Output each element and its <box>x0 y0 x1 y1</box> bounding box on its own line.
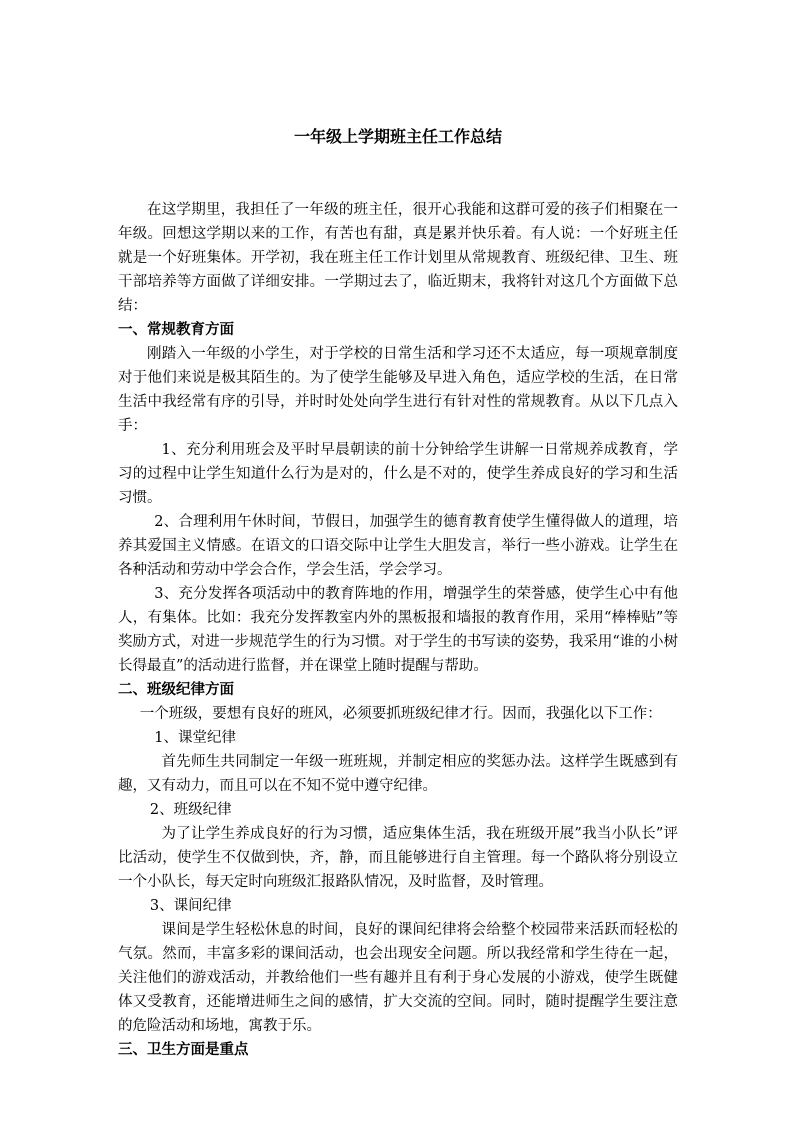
document-title: 一年级上学期班主任工作总结 <box>293 127 502 146</box>
section-2-sub-3-label: 3、课间纪律 <box>149 898 232 914</box>
intro-paragraph: 在这学期里，我担任了一年级的班主任，很开心我能和这群可爱的孩子们相聚在一年级。回想这学期以来的工作，有苦也有甜，真是累并快乐着。有人说：一个好班主任就是一个好班集体。开学初，我在班主任工作计划里从常规教育、班级纪律、卫生、班干部培养等方面做了详细安排。一学期过去了，临近期末，我将针对这几个方面做下总结： <box>118 202 678 314</box>
section-2-sub-3-text: 课间是学生轻松休息的时间，良好的课间纪律将会给整个校园带来活跃而轻松的气氛。然而，丰富多彩的课间活动，也会出现安全问题。所以我经常和学生待在一起，关注他们的游戏活动，并教给他们一些有趣并且有利于身心发展的小游戏，使学生既健体又受教育，还能增进师生之间的感情，扩大交流的空间。同时，随时提醒学生要注意的危险活动和场地，寓教于乐。 <box>118 922 678 1034</box>
section-heading-1: 一、常规教育方面 <box>118 322 234 338</box>
section-2-sub-1-text: 首先师生共同制定一年级一班班规，并制定相应的奖惩办法。这样学生既感到有趣，又有动力，而且可以在不知不觉中遵守纪律。 <box>118 754 678 794</box>
section-2-sub-1-label: 1、课堂纪律 <box>154 730 236 746</box>
section-2-intro: 一个班级，要想有良好的班风，必须要抓班级纪律才行。因而，我强化以下工作： <box>139 706 662 722</box>
section-heading-3: 三、卫生方面是重点 <box>118 1042 249 1058</box>
section-2-sub-2-label: 2、班级纪律 <box>149 802 232 818</box>
section-1-point-1: 1、充分利用班会及平时早晨朝读的前十分钟给学生讲解一日常规养成教育，学习的过程中让学生知道什么行为是对的，什么是不对的，使学生养成良好的学习和生活习惯。 <box>118 442 678 506</box>
section-1-point-3: 3、充分发挥各项活动中的教育阵地的作用，增强学生的荣誉感，使学生心中有他人，有集体。比如：我充分发挥教室内外的黑板报和墙报的教育作用，采用“棒棒贴”等奖励方式，对进一步规范学生的行为习惯。对于学生的书写读的姿势，我采用“谁的小树长得最直”的活动进行监督，并在课堂上随时提醒与帮助。 <box>118 586 678 674</box>
section-2-sub-2-text: 为了让学生养成良好的行为习惯，适应集体生活，我在班级开展”我当小队长”评比活动，使学生不仅做到快，齐，静，而且能够进行自主管理。每一个路队将分别设立一个小队长，每天定时向班级汇报路队情况，及时监督，及时管理。 <box>118 826 678 890</box>
section-1-point-2: 2、合理利用午休时间，节假日，加强学生的德育教育使学生懂得做人的道理，培养其爱国主义情感。在语文的口语交际中让学生大胆发言，举行一些小游戏。让学生在各种活动和劳动中学会合作，学会生活，学会学习。 <box>118 514 678 578</box>
document-body <box>118 198 678 1062</box>
section-1-intro: 刚踏入一年级的小学生，对于学校的日常生活和学习还不太适应，每一项规章制度对于他们来说是极其陌生的。为了使学生能够及早进入角色，适应学校的生活，在日常生活中我经常有序的引导，并时时处处向学生进行有针对性的常规教育。从以下几点入手： <box>118 346 678 434</box>
section-heading-2: 二、班级纪律方面 <box>118 682 234 698</box>
